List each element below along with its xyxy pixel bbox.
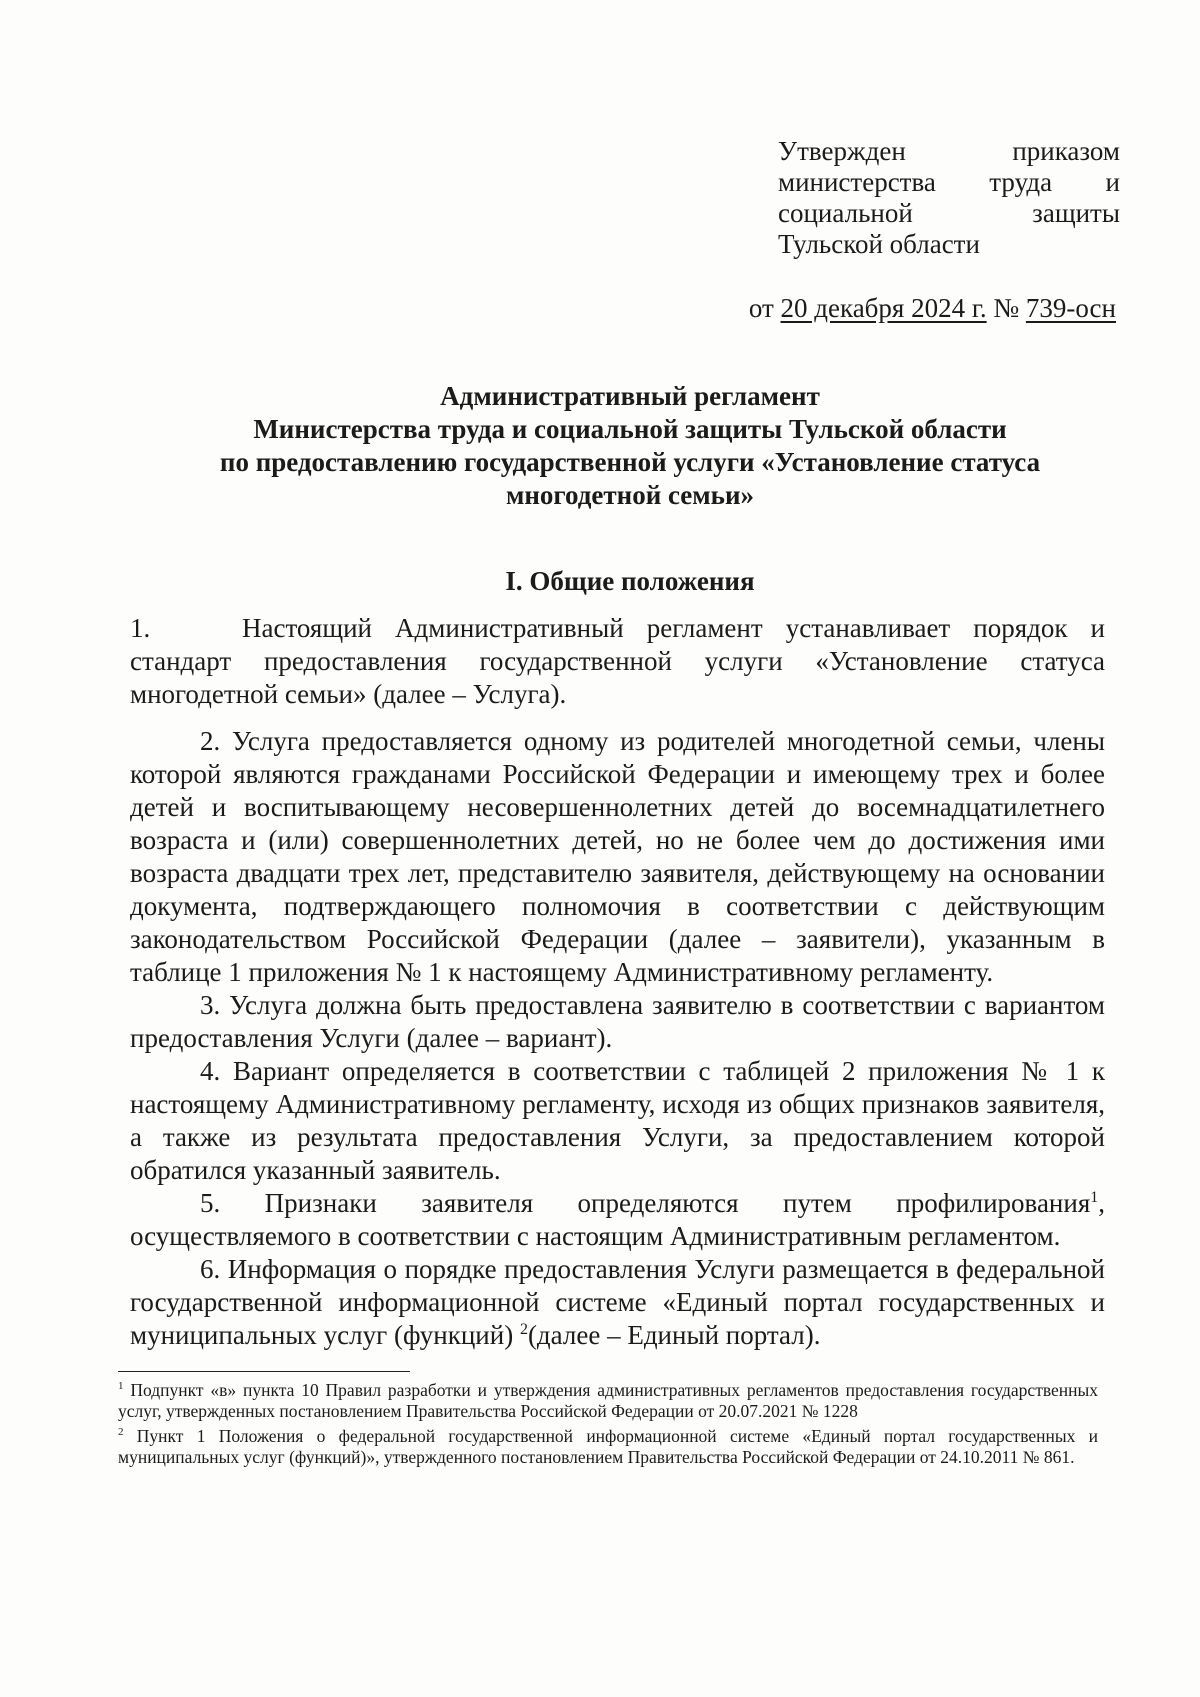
- footnote-mark: 1: [118, 1380, 124, 1393]
- paragraph-text-tail: (далее – Единый портал).: [527, 1320, 821, 1350]
- paragraph-5: [130, 1187, 1105, 1253]
- footnote-divider: [118, 1371, 410, 1372]
- approval-line: Утвержден приказом: [778, 136, 1120, 166]
- order-number-sign: №: [993, 293, 1020, 323]
- footnote-2: [118, 1426, 1098, 1468]
- paragraph-text: 5. Признаки заявителя определяются путем профилирования: [200, 1188, 1091, 1218]
- footnote-text: Пункт 1 Положения о федеральной государственной информационной системе «Единый портал государственных и муниципальных услуг (функций)», утвержденного постановлением Правительства Российской Федерации от 24.10.2011 № 861.: [118, 1426, 1098, 1467]
- order-prefix: от: [748, 293, 774, 323]
- footnotes: [118, 1380, 1098, 1472]
- document-body: [130, 612, 1105, 1352]
- approval-block: [778, 136, 1120, 260]
- footnote-ref-2[interactable]: 2: [519, 1321, 528, 1338]
- title-line: Административный регламент: [440, 381, 820, 411]
- paragraph-text-tail: , осуществляемого в соответствии с настоящим Административным регламентом.: [130, 1188, 1105, 1251]
- order-number: 739-осн: [1025, 293, 1116, 323]
- order-reference: [749, 293, 1116, 324]
- paragraph-text: 6. Информация о порядке предоставления Услуги размещается в федеральной государственной информационной системе «Единый портал государственных и муниципальных услуг (функций): [130, 1254, 1105, 1350]
- footnote-text: Подпункт «в» пункта 10 Правил разработки и утверждения административных регламентов предоставления государственных услуг, утвержденных постановлением Правительства Российской Федерации от 20.07.2021 № 1228: [118, 1380, 1099, 1421]
- paragraph-1: [130, 612, 1105, 711]
- title-line: Министерства труда и социальной защиты Тульской области: [253, 414, 1007, 444]
- footnote-1: [118, 1380, 1098, 1422]
- approval-line: Тульской области: [778, 229, 980, 259]
- paragraph-6: [130, 1253, 1105, 1352]
- title-line: многодетной семьи»: [505, 480, 755, 510]
- approval-line: социальной защиты: [778, 198, 1120, 228]
- paragraph-2: 2. Услуга предоставляется одному из родителей многодетной семьи, члены которой являются гражданами Российской Федерации и имеющему трех и более детей и воспитывающему несовершеннолетних детей до восемнадцатилетнего возраста и (или) совершеннолетних детей, но не более чем до достижения ими возраста двадцати трех лет, представителю заявителя, действующему на основании документа, подтверждающего полномочия в соответствии с действующим законодательством Российской Федерации (далее – заявители), указанным в таблице 1 приложения № 1 к настоящему Административному регламенту.: [130, 726, 1105, 987]
- order-date: 20 декабря 2024 г.: [780, 293, 987, 323]
- paragraph-4: 4. Вариант определяется в соответствии с таблицей 2 приложения № 1 к настоящему Административному регламенту, исходя из общих признаков заявителя, а также из результата предоставления Услуги, за предоставлением которой обратился указанный заявитель.: [130, 1056, 1105, 1185]
- paragraph-text: Настоящий Административный регламент устанавливает порядок и стандарт предоставления государственной услуги «Установление статуса многодетной семьи» (далее – Услуга).: [130, 613, 1105, 709]
- section-heading: I. Общие положения: [505, 566, 755, 596]
- paragraph-number: 1.: [130, 613, 151, 643]
- approval-line: министерства труда и: [778, 167, 1120, 197]
- footnote-mark: 2: [118, 1426, 124, 1439]
- title-line: по предоставлению государственной услуги «Установление статуса: [219, 447, 1041, 477]
- footnote-ref-1[interactable]: 1: [1090, 1189, 1099, 1206]
- paragraph-3: 3. Услуга должна быть предоставлена заявителю в соответствии с вариантом предоставления Услуги (далее – вариант).: [130, 990, 1105, 1053]
- document-title: [130, 380, 1130, 512]
